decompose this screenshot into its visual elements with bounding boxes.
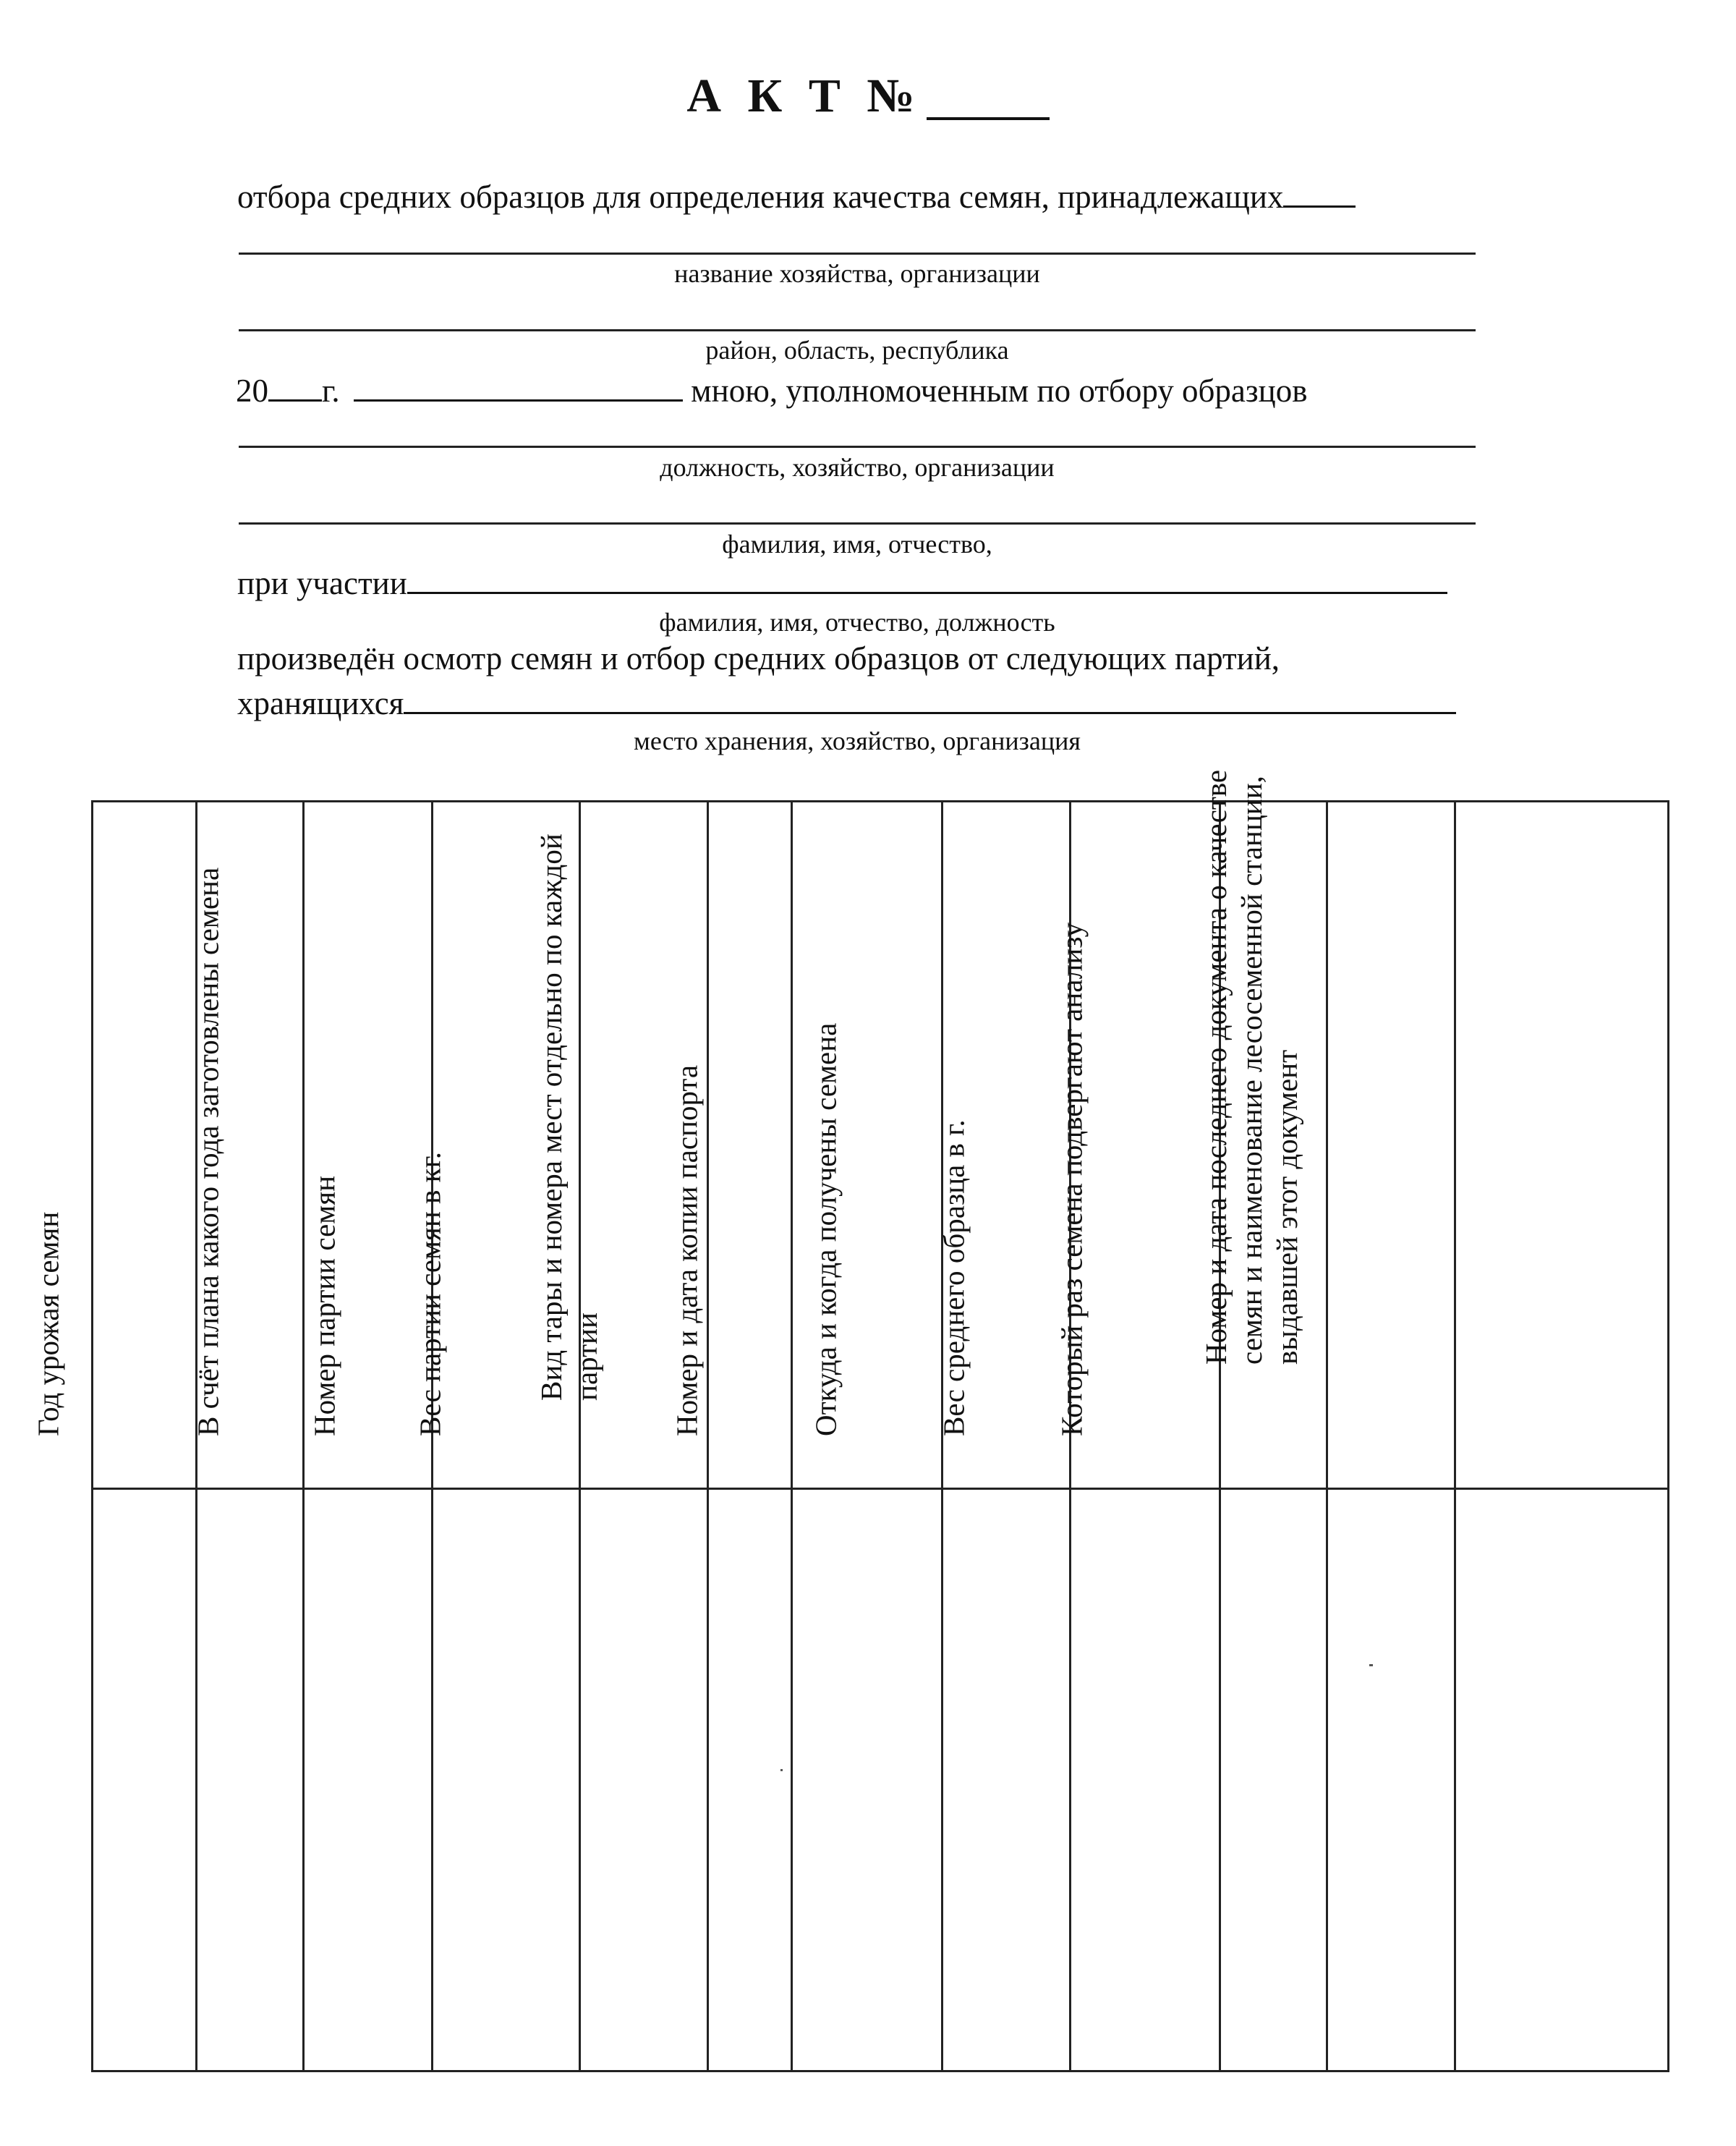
farm-caption: название хозяйства, организации — [674, 259, 1040, 288]
stored-label: хранящихся — [237, 685, 404, 721]
fio-position-caption: фамилия, имя, отчество, должность — [659, 608, 1055, 637]
column-header-order-number — [93, 802, 195, 1488]
date-line — [236, 370, 1307, 407]
fio-caption: фамилия, имя, отчество, — [722, 530, 992, 559]
header-label: Вес партии семян в кг. — [413, 1151, 447, 1436]
header-label: Вид тары и номера мест отдельно по каждой партии — [534, 833, 603, 1401]
document-title — [0, 69, 1736, 122]
scan-speck — [1369, 1664, 1373, 1666]
header-label: Откуда и когда получены семена — [808, 1022, 842, 1436]
stored-line — [237, 683, 1456, 720]
scan-speck — [780, 1769, 783, 1771]
intro-line — [237, 177, 1356, 213]
inspection-line: произведён осмотр семян и отбор средних образцов от следующих партий, — [237, 640, 1280, 677]
year-suffix: г. — [322, 373, 340, 409]
day-month-blank — [354, 370, 683, 402]
participation-label: при участии — [237, 565, 407, 601]
seed-lots-table — [31, 770, 1669, 2072]
header-label: Вес среднего образца в г. — [937, 1119, 971, 1436]
header-label: Который раз семена подвергают анализу — [1054, 922, 1088, 1436]
column-header-last-document — [1199, 770, 1672, 1488]
fio-rule — [239, 522, 1476, 525]
title-text: А К Т № — [686, 69, 922, 122]
storage-caption: место хранения, хозяйство, организация — [634, 726, 1081, 755]
act-number-blank — [927, 74, 1050, 120]
header-label: В счёт плана какого года заготовлены семена — [191, 867, 225, 1436]
position-caption: должность, хозяйство, организации — [660, 453, 1055, 482]
intro-text: отбора средних образцов для определения качества семян, принадлежащих — [237, 179, 1284, 215]
farm-rule — [239, 253, 1476, 255]
year-prefix: 20 — [236, 373, 268, 409]
header-label: Номер и дата копии паспорта — [669, 1064, 703, 1436]
authorized-text: мною, уполномоченным по отбору образцов — [691, 373, 1308, 409]
storage-blank — [404, 683, 1456, 714]
region-rule — [239, 329, 1476, 331]
participation-blank — [407, 563, 1447, 594]
owner-blank — [1283, 177, 1356, 208]
header-label: Номер партии семян — [307, 1175, 341, 1436]
header-divider — [93, 1488, 1667, 1490]
region-caption: район, область, республика — [705, 336, 1009, 365]
header-label: Год урожая семян — [31, 1211, 65, 1436]
year-blank — [268, 370, 322, 402]
position-rule — [239, 446, 1476, 448]
participation-line — [237, 563, 1447, 600]
header-label: Номер и дата последнего документа о качестве семян и наименование лесосеменной станции, выдавшей этот документ — [1199, 770, 1304, 1365]
